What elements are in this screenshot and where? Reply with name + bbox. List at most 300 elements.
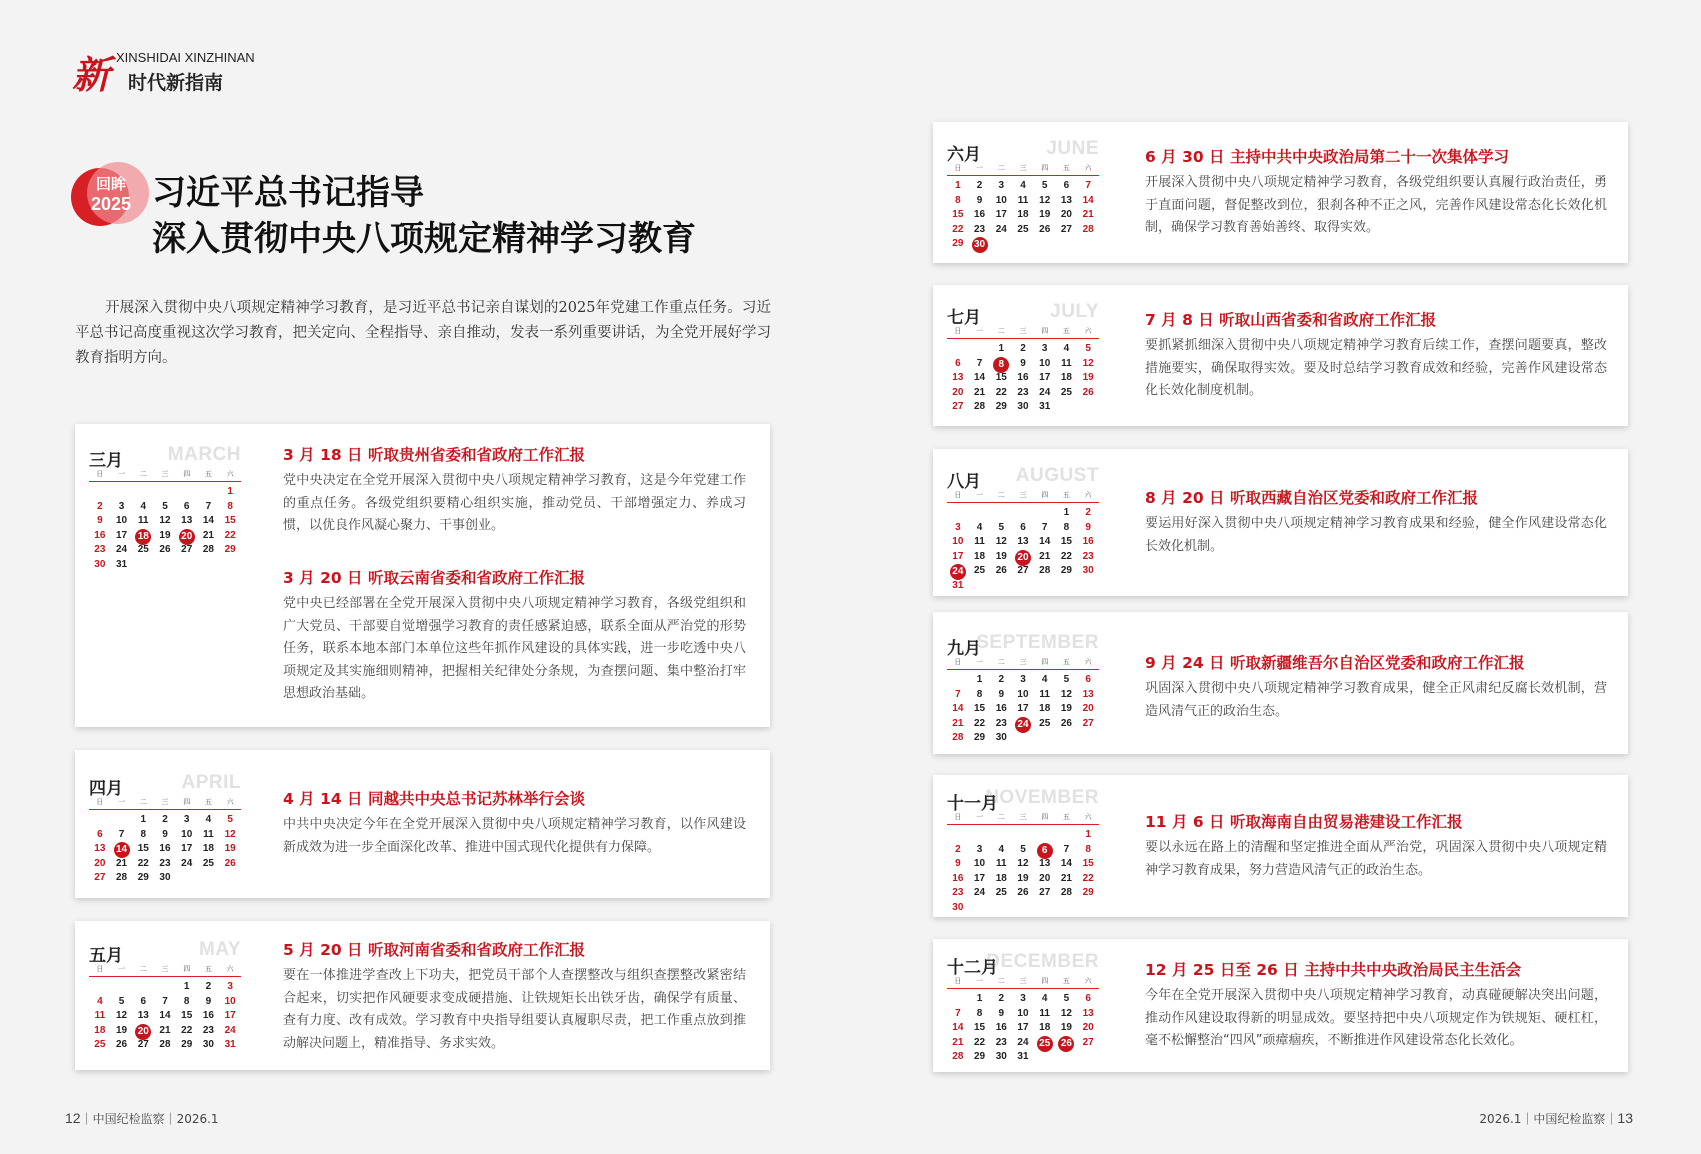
calendar-day: 17 [952,550,964,562]
event-heading: 3 月 20 日 听取云南省委和省政府工作汇报 [283,569,585,587]
calendar-day: 31 [224,1039,236,1050]
calendar-day: 15 [974,1022,986,1033]
review-badge [71,160,147,236]
calendar-day: 26 [159,544,171,555]
calendar-day: 11 [974,536,985,547]
calendar-day: 9 [97,515,103,526]
calendar-day: 8 [976,1007,983,1019]
calendar-day: 14 [1039,536,1051,547]
calendar-day: 1 [976,993,983,1004]
calendar-day: 29 [224,544,236,555]
calendar-day: 28 [1060,887,1072,898]
weekday-label: 二 [997,491,1005,499]
event-heading: 8 月 20 日 听取西藏自治区党委和政府工作汇报 [1145,489,1478,507]
event-heading: 6 月 30 日 主持中共中央政治局第二十一次集体学习 [1145,148,1509,166]
calendar-day: 18 [1039,703,1051,714]
calendar-empty-cell [1034,506,1056,521]
calendar-grid [89,963,241,1053]
calendar-day: 18 [1060,372,1072,383]
page-number-right: 13 [1617,1110,1633,1126]
calendar-day: 8 [955,194,961,206]
calendar-day: 15 [181,1010,193,1021]
weekday-label: 二 [139,470,147,478]
calendar-day: 28 [952,1051,964,1062]
calendar-grid [89,796,241,886]
calendar-day: 30 [995,732,1007,743]
calendar-day-highlighted: 20 [132,1024,154,1039]
weekday-label: 六 [226,798,234,806]
calendar-day: 29 [974,1051,986,1062]
calendar-day: 28 [159,1039,171,1050]
weekday-divider [947,502,1099,503]
calendar-day: 14 [1060,858,1072,869]
calendar-day-highlighted: 26 [1056,1036,1078,1051]
card-april [75,750,770,898]
weekday-label: 三 [1019,491,1027,499]
weekday-label: 五 [204,798,212,806]
title-line-1: 习近平总书记指导 [152,173,424,213]
calendar-empty-cell [990,506,1012,521]
card-may [75,921,770,1070]
calendar-empty-cell [198,485,220,500]
calendar-day: 2 [955,843,961,855]
weekday-label: 三 [1019,813,1027,821]
calendar-day: 10 [1017,688,1029,700]
calendar-day: 24 [1017,1036,1029,1048]
calendar-day: 1 [227,486,233,497]
badge-year: 2025 [90,194,132,214]
calendar-day: 11 [1039,1007,1050,1019]
month-label-cn: 八月 [947,472,981,492]
calendar-empty-cell [176,485,198,500]
calendar-day: 4 [976,521,983,533]
calendar-day: 27 [1082,717,1094,729]
calendar-day: 23 [159,857,171,869]
event-aug-20 [1145,487,1607,558]
calendar-day: 12 [1039,194,1051,206]
calendar-day: 26 [1039,223,1051,235]
card-july [933,285,1628,426]
calendar-day: 25 [202,857,214,869]
calendar-day: 23 [995,717,1007,729]
calendar-day: 3 [1020,993,1026,1004]
weekday-label: 四 [183,965,191,973]
calendar-empty-cell [154,485,176,500]
calendar-day: 4 [1041,674,1048,685]
calendar-day: 27 [1060,223,1072,235]
calendar-day: 9 [976,194,983,206]
weekday-label: 四 [1041,491,1049,499]
calendar-day: 7 [1085,180,1091,191]
calendar-day: 3 [955,521,961,533]
weekday-label: 日 [954,977,962,985]
event-body: 党中央已经部署在全党开展深入贯彻中央八项规定精神学习教育，各级党组织和广大党员、干部要自觉增强学习教育的责任感紧迫感，联系全面从严治党的形势任务，联系本地本部门本单位这些年抓作风建设的具体实践，进一步吃透中央八项规定及其实施细则精神，把握相关纪律处分条规，为查摆问题、集中整治打牢思想政治基础。 [283,596,746,701]
calendar-day: 16 [1017,372,1029,383]
month-label-cn: 三月 [89,451,123,471]
calendar-day: 7 [976,357,983,369]
event-body: 党中央决定在全党开展深入贯彻中央八项规定精神学习教育，这是今年党建工作的重点任务。各级党组织要精心组织实施，推动党员、干部增强定力、养成习惯，以优良作风凝心聚力、干事创业。 [283,473,746,533]
calendar-day-highlighted: 24 [1012,717,1034,732]
event-body: 要运用好深入贯彻中央八项规定精神学习教育成果和经验，健全作风建设常态化长效化机制。 [1145,516,1607,554]
calendar-grid [947,489,1099,593]
calendar-day: 27 [1039,887,1051,898]
calendar-day: 11 [1061,357,1072,369]
calendar-day: 16 [952,872,964,884]
weekday-label: 一 [976,327,984,335]
calendar-day: 24 [974,887,986,898]
calendar-day: 29 [137,872,149,883]
calendar-day: 26 [1060,717,1072,729]
calendar-day: 6 [183,500,190,512]
calendar-day: 15 [1060,536,1072,547]
calendar-day: 26 [116,1039,128,1050]
calendar-day: 12 [1060,1007,1072,1019]
calendar-day: 11 [1017,194,1029,206]
calendar-day: 13 [94,843,106,854]
calendar-day: 10 [224,995,236,1007]
calendar-day: 13 [181,515,193,526]
calendar-grid [947,325,1099,415]
event-body: 中共中央决定今年在全党开展深入贯彻中央八项规定精神学习教育，以作风建设新成效为进一步全面深化改革、推进中国式现代化提供有力保障。 [283,817,746,855]
calendar-day: 1 [1085,829,1091,840]
calendar-day: 15 [1082,858,1094,869]
calendar-day: 26 [995,565,1007,576]
calendar-day: 15 [137,843,149,854]
calendar-day: 31 [952,579,964,591]
calendar-day: 6 [140,995,147,1007]
calendar-day: 16 [1082,536,1094,547]
calendar-empty-cell [1012,828,1034,843]
calendar-day: 14 [952,1022,964,1033]
calendar-day: 21 [952,717,964,729]
weekday-label: 四 [1041,327,1049,335]
calendar-day: 11 [995,858,1007,869]
calendar-day: 26 [1082,386,1094,398]
weekday-label: 二 [997,327,1005,335]
calendar-day: 24 [116,544,128,555]
weekday-label: 一 [976,977,984,985]
calendar-day: 19 [224,843,236,854]
calendar-day: 8 [1063,521,1070,533]
page-number-left: 12 [65,1110,81,1126]
calendar-day: 25 [94,1039,106,1050]
weekday-label: 二 [139,798,147,806]
month-label-en: JULY [1050,301,1099,322]
calendar-empty-cell [969,506,991,521]
weekday-label: 六 [1084,977,1092,985]
weekday-label: 一 [118,798,126,806]
calendar-day: 15 [995,372,1007,383]
weekday-label: 四 [1041,813,1049,821]
weekday-label: 日 [954,327,962,335]
calendar-day-highlighted: 8 [990,357,1012,372]
calendar-day: 14 [974,372,986,383]
calendar-day: 29 [995,401,1007,412]
calendar-day: 5 [1020,843,1026,855]
brand-glyph: 新 [72,52,111,97]
weekday-divider [947,988,1099,989]
calendar-day: 15 [974,703,986,714]
event-mar-18 [283,444,746,538]
calendar-day: 16 [995,703,1007,714]
calendar-day-highlighted: 6 [1034,843,1056,858]
calendar-grid [89,468,241,572]
calendar-day: 18 [94,1024,106,1036]
calendar-day: 3 [1041,343,1048,354]
calendar-day-highlighted: 20 [1012,550,1034,565]
month-label-cn: 七月 [947,308,981,328]
calendar-day: 16 [202,1010,214,1021]
calendar-day: 13 [1039,858,1051,869]
weekday-label: 日 [954,164,962,172]
calendar-day: 28 [116,872,128,883]
weekday-label: 一 [976,813,984,821]
calendar-day: 25 [1060,386,1072,398]
card-march [75,424,770,727]
weekday-label: 六 [226,965,234,973]
calendar-day: 4 [97,995,103,1007]
calendar-day: 12 [224,828,236,840]
calendar-day: 22 [995,386,1007,398]
weekday-label: 四 [183,798,191,806]
month-label-en: JUNE [1046,138,1099,159]
calendar-day: 20 [1082,1022,1094,1033]
calendar-july [947,301,1099,415]
calendar-day: 6 [955,357,961,369]
weekday-divider [947,175,1099,176]
month-label-cn: 十一月 [947,794,998,814]
calendar-day: 9 [998,1007,1005,1019]
month-label-en: SEPTEMBER [976,632,1099,653]
calendar-day: 3 [227,981,233,992]
calendar-empty-cell [947,992,969,1007]
weekday-label: 五 [1062,327,1070,335]
calendar-day: 31 [1039,401,1051,412]
month-label-cn: 十二月 [947,958,998,978]
calendar-day: 19 [1039,209,1051,220]
calendar-day: 1 [183,981,190,992]
weekday-divider [89,976,241,977]
calendar-may [89,939,241,1053]
calendar-day: 9 [1020,357,1026,369]
weekday-label: 日 [954,491,962,499]
calendar-empty-cell [111,813,133,828]
calendar-day: 2 [162,814,168,825]
calendar-day: 17 [995,209,1007,220]
calendar-day: 10 [995,194,1007,206]
calendar-day: 23 [1082,550,1094,562]
calendar-day: 13 [1082,688,1094,700]
calendar-day: 17 [224,1010,236,1021]
weekday-label: 二 [997,658,1005,666]
weekday-label: 一 [976,658,984,666]
calendar-day: 17 [1039,372,1051,383]
event-body: 要在一体推进学查改上下功夫，把党员干部个人查摆整改与组织查摆整改紧密结合起来，切实把作风硬要求变成硬措施、让铁规矩长出铁牙齿，确保学有质量、查有力度、改有成效。学习教育中央指导组要认真履职尽责，把工作重点放到推动解决问题上，精准指导、务求实效。 [283,968,746,1051]
calendar-day: 21 [1039,550,1051,562]
calendar-day: 25 [974,565,986,576]
footer-left-text: ｜中国纪检监察｜2026.1 [80,1112,219,1126]
event-heading: 3 月 18 日 听取贵州省委和省政府工作汇报 [283,446,585,464]
calendar-day: 3 [183,814,190,825]
calendar-day: 13 [1082,1007,1094,1019]
calendar-day: 29 [181,1039,193,1050]
calendar-day: 2 [998,674,1005,685]
card-november [933,775,1628,917]
calendar-day: 19 [1017,872,1029,884]
calendar-empty-cell [947,673,969,688]
calendar-day: 26 [1017,887,1029,898]
calendar-day: 25 [1017,223,1029,235]
calendar-day: 5 [1063,993,1070,1004]
calendar-empty-cell [111,485,133,500]
calendar-day: 13 [1017,536,1029,547]
calendar-day: 22 [974,1036,986,1048]
calendar-day: 27 [181,544,193,555]
calendar-march [89,444,241,572]
weekday-label: 二 [997,813,1005,821]
month-label-en: APRIL [181,772,241,793]
weekday-label: 四 [1041,658,1049,666]
calendar-day: 15 [952,209,964,220]
calendar-empty-cell [947,506,969,521]
weekday-label: 三 [161,798,169,806]
calendar-day: 17 [1017,1022,1029,1033]
footer-right-text: 2026.1｜中国纪检监察｜ [1479,1112,1618,1126]
event-heading: 12 月 25 日至 26 日 主持中共中央政治局民主生活会 [1145,961,1522,979]
weekday-label: 二 [139,965,147,973]
calendar-day: 2 [97,500,103,512]
calendar-day: 29 [974,732,986,743]
event-heading: 7 月 8 日 听取山西省委和省政府工作汇报 [1145,311,1437,329]
weekday-label: 五 [204,965,212,973]
weekday-label: 三 [161,470,169,478]
calendar-day: 11 [137,515,149,526]
event-nov-6 [1145,811,1607,882]
calendar-day: 17 [116,529,128,541]
calendar-day: 7 [1041,521,1048,533]
weekday-label: 六 [1084,327,1092,335]
calendar-empty-cell [89,813,111,828]
calendar-empty-cell [947,342,969,357]
event-heading: 4 月 14 日 同越共中央总书记苏林举行会谈 [283,790,585,808]
calendar-day: 19 [116,1024,128,1036]
calendar-day: 13 [952,372,964,383]
event-body: 要以永远在路上的清醒和坚定推进全面从严治党，巩固深入贯彻中央八项规定精神学习教育成果，努力营造风清气正的政治生态。 [1145,840,1607,878]
month-label-cn: 六月 [947,145,981,165]
weekday-label: 日 [954,813,962,821]
calendar-day: 18 [995,872,1007,884]
calendar-day: 24 [995,223,1007,235]
calendar-day: 27 [137,1039,149,1050]
calendar-day: 2 [998,993,1005,1004]
calendar-day: 24 [224,1024,236,1036]
calendar-day-highlighted: 25 [1034,1036,1056,1051]
calendar-day: 30 [94,558,106,570]
calendar-day: 21 [202,529,214,541]
calendar-day-highlighted: 18 [132,529,154,544]
calendar-day: 2 [1085,507,1091,518]
weekday-divider [89,809,241,810]
calendar-day: 22 [952,223,964,235]
calendar-day: 25 [1039,717,1051,729]
calendar-day: 22 [224,529,236,541]
calendar-day: 8 [1085,843,1091,855]
calendar-day: 14 [1082,194,1094,206]
calendar-august [947,465,1099,593]
calendar-day: 13 [137,1010,149,1021]
weekday-label: 五 [1062,977,1070,985]
calendar-day: 23 [94,544,106,555]
calendar-empty-cell [1056,828,1078,843]
calendar-day: 21 [159,1024,171,1036]
calendar-day: 4 [140,500,147,512]
event-may-20 [283,939,746,1055]
calendar-day: 19 [1060,1022,1072,1033]
event-heading: 11 月 6 日 听取海南自由贸易港建设工作汇报 [1145,813,1463,831]
weekday-label: 五 [204,470,212,478]
calendar-december [947,951,1099,1065]
footer-left [65,1110,219,1127]
calendar-day: 25 [137,544,149,555]
calendar-day: 18 [1039,1022,1051,1033]
calendar-day: 14 [159,1010,171,1021]
card-june [933,122,1628,263]
calendar-day: 1 [998,343,1005,354]
calendar-day: 12 [1060,688,1072,700]
calendar-day-highlighted: 20 [176,529,198,544]
weekday-label: 四 [183,470,191,478]
calendar-day: 7 [1063,843,1070,855]
calendar-day: 11 [1039,688,1050,700]
calendar-day: 4 [1041,993,1048,1004]
calendar-day: 21 [1060,872,1072,884]
calendar-day: 5 [1041,180,1048,191]
calendar-day: 7 [955,688,961,700]
calendar-day: 10 [974,858,986,869]
calendar-day: 7 [118,828,125,840]
calendar-day: 30 [1082,565,1094,576]
weekday-divider [947,669,1099,670]
event-jun-30 [1145,146,1607,240]
calendar-day: 2 [976,180,983,191]
weekday-label: 三 [1019,658,1027,666]
calendar-day: 21 [952,1036,964,1048]
calendar-day: 19 [995,550,1007,562]
calendar-empty-cell [969,828,991,843]
calendar-day: 30 [995,1051,1007,1062]
calendar-april [89,772,241,886]
calendar-day: 4 [998,843,1005,855]
calendar-day: 17 [181,843,193,854]
calendar-day: 16 [159,843,171,854]
weekday-label: 五 [1062,813,1070,821]
calendar-day: 12 [159,515,171,526]
weekday-label: 五 [1062,658,1070,666]
calendar-grid [947,656,1099,746]
calendar-day: 24 [181,857,193,869]
calendar-empty-cell [154,980,176,995]
calendar-day: 5 [227,814,233,825]
calendar-day: 8 [976,688,983,700]
calendar-day: 16 [974,209,986,220]
calendar-day: 1 [976,674,983,685]
calendar-day: 20 [952,386,964,398]
calendar-day: 20 [1082,703,1094,714]
event-heading: 9 月 24 日 听取新疆维吾尔自治区党委和政府工作汇报 [1145,654,1525,672]
calendar-day: 5 [118,995,125,1007]
weekday-label: 二 [997,977,1005,985]
calendar-day: 22 [181,1024,193,1036]
